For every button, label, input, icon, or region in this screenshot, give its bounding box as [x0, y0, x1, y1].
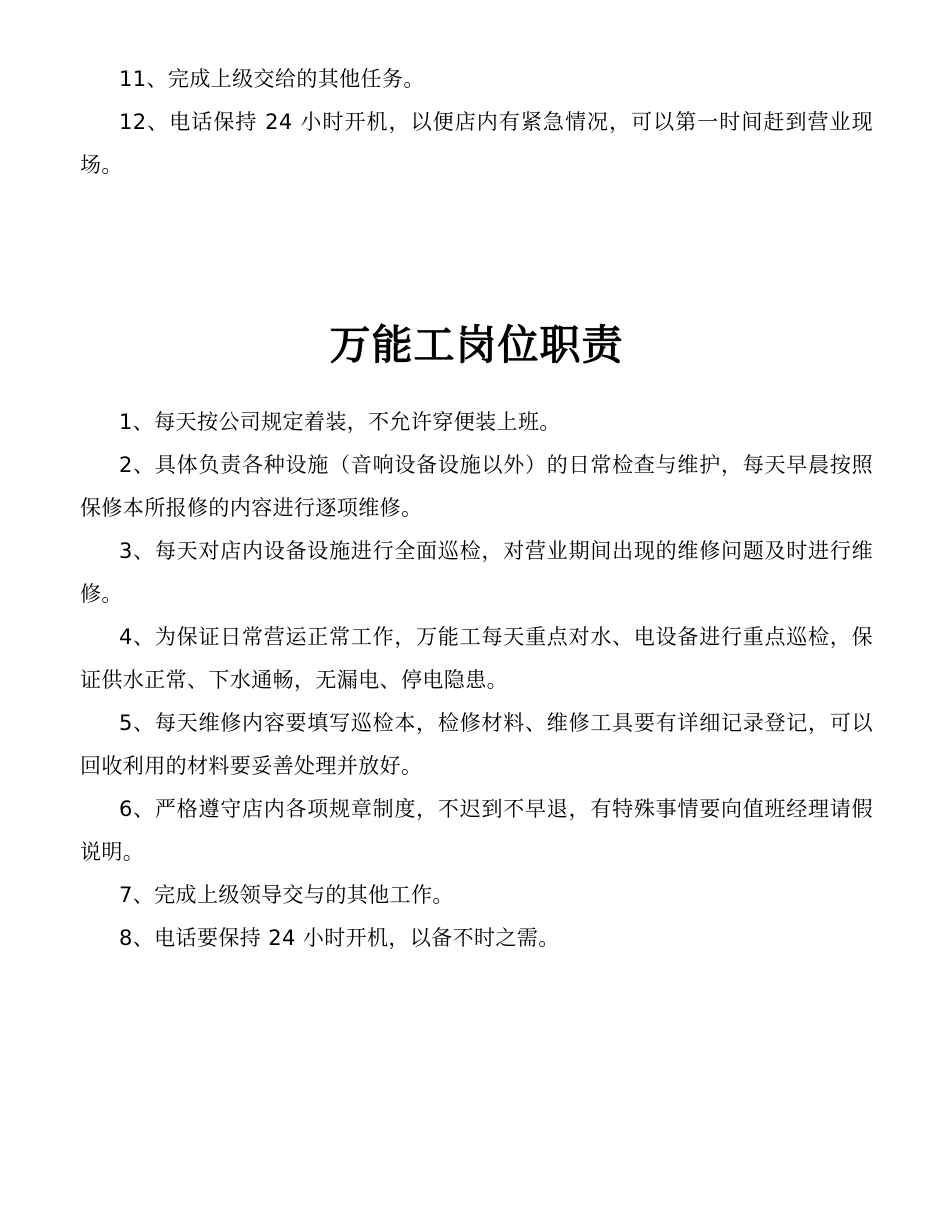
- handyman-duty-item-1: 1、每天按公司规定着装，不允许穿便装上班。: [119, 410, 561, 434]
- duty-item-11: 11、完成上级交给的其他任务。: [119, 67, 425, 91]
- handyman-duty-item-3: 3、每天对店内设备设施进行全面巡检，对营业期间出现的维修问题及时进行维修。: [80, 539, 873, 606]
- title-spacer: [80, 375, 873, 401]
- document-page: [80, 58, 873, 960]
- handyman-duty-item-5: 5、每天维修内容要填写巡检本，检修材料、维修工具要有详细记录登记，可以回收利用的材料要妥善处理并放好。: [80, 711, 873, 778]
- handyman-duty-item-6: 6、严格遵守店内各项规章制度，不迟到不早退，有特殊事情要向值班经理请假说明。: [80, 797, 873, 864]
- section-spacer: [80, 187, 873, 315]
- handyman-duty-item-7: 7、完成上级领导交与的其他工作。: [119, 883, 454, 907]
- duty-item-12: 12、电话保持 24 小时开机，以便店内有紧急情况，可以第一时间赶到营业现场。: [80, 110, 873, 177]
- handyman-duties-section: [80, 315, 873, 960]
- handyman-duty-item-8: 8、电话要保持 24 小时开机，以备不时之需。: [119, 926, 560, 950]
- previous-section: [80, 58, 873, 187]
- handyman-duty-item-4: 4、为保证日常营运正常工作，万能工每天重点对水、电设备进行重点巡检，保证供水正常、下水通畅，无漏电、停电隐患。: [80, 625, 873, 692]
- section-title: 万能工岗位职责: [329, 321, 624, 369]
- handyman-duty-item-2: 2、具体负责各种设施（音响设备设施以外）的日常检查与维护，每天早晨按照保修本所报修的内容进行逐项维修。: [80, 453, 873, 520]
